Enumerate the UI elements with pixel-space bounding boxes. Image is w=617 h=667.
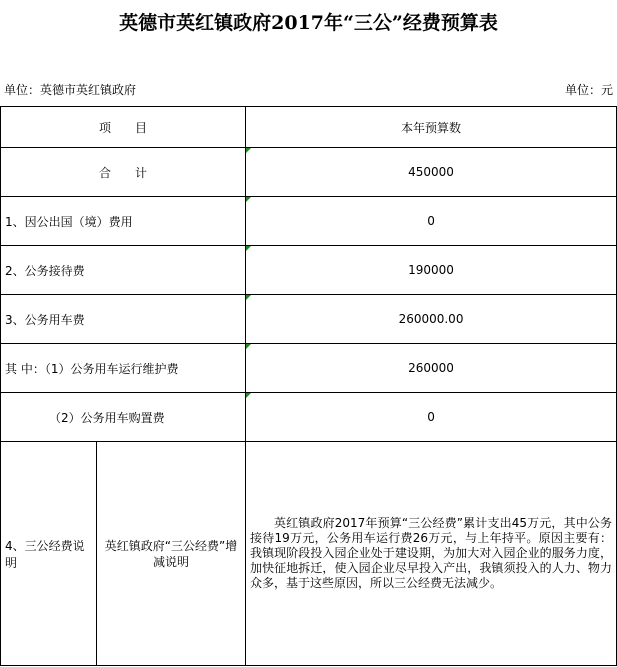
header-item: 项 目 (1, 107, 246, 148)
row-total-value: 450000 (246, 148, 617, 197)
row-overseas-value: 0 (246, 197, 617, 246)
row-total-label: 合 计 (1, 148, 246, 197)
row-vehicle-purchase-label: （2）公务用车购置费 (1, 393, 246, 442)
row-vehicle-purchase-value: 0 (246, 393, 617, 442)
page-title: 英德市英红镇政府2017年“三公”经费预算表 (119, 12, 498, 34)
row-reception-label: 2、公务接待费 (1, 246, 246, 295)
table-row (1, 295, 617, 344)
budget-table (0, 106, 617, 666)
row-vehicle-value: 260000.00 (246, 295, 617, 344)
header-budget: 本年预算数 (246, 107, 617, 148)
table-row (1, 148, 617, 197)
table-row (1, 344, 617, 393)
unit-organization: 单位：英德市英红镇政府 (4, 83, 137, 97)
table-row (1, 197, 617, 246)
unit-currency: 单位：元 (564, 83, 613, 97)
row-overseas-label: 1、因公出国（境）费用 (1, 197, 246, 246)
explain-category: 4、三公经费说明 (1, 442, 97, 666)
table-row (1, 393, 617, 442)
row-reception-value: 190000 (246, 246, 617, 295)
explain-sub-label: 英红镇政府“三公经费”增减说明 (97, 442, 246, 666)
table-row-explanation (1, 442, 617, 666)
table-header-row (1, 107, 617, 148)
row-vehicle-operation-label: 其 中：（1）公务用车运行维护费 (1, 344, 246, 393)
row-vehicle-operation-value: 260000 (246, 344, 617, 393)
row-vehicle-label: 3、公务用车费 (1, 295, 246, 344)
explain-text: 英红镇政府2017年预算“三公经费”累计支出45万元，其中公务接待19万元，公务用车运行费26万元，与上年持平。原因主要有：我镇现阶段投入园企业处于建设期，为加大对入园企业的服务力度，加快征地拆迁，使入园企业尽早投入产出，我镇须投入的人力、物力众多，基于这些原因，所以三公经费无法减少。 (246, 442, 617, 666)
table-row (1, 246, 617, 295)
